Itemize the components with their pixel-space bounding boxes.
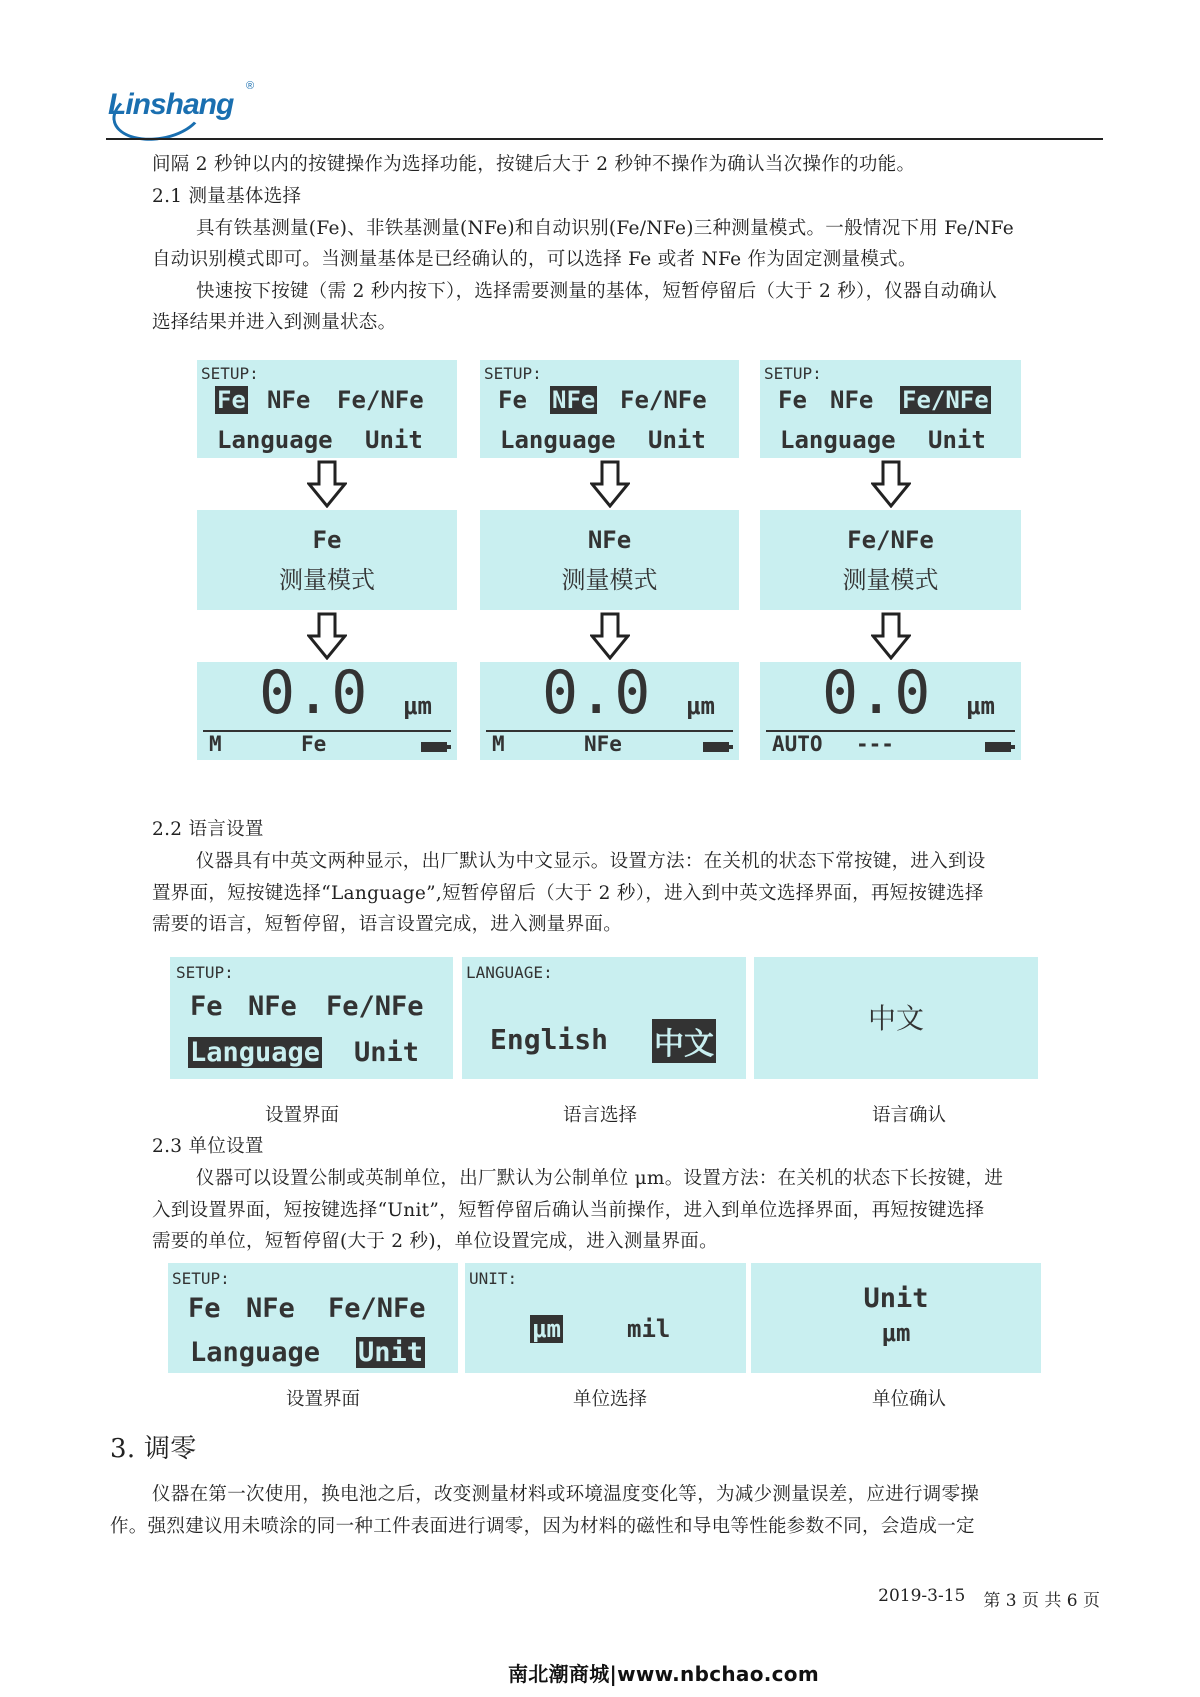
lcd-unit-select [465,1263,746,1373]
lcd-fe: Fe [217,386,246,414]
lcd-fe: Fe [188,1293,221,1324]
lcd-unit-title: Unit [863,1283,929,1314]
lcd-title: SETUP: [764,364,822,383]
lcd-unit: Unit [365,426,423,454]
lcd-title: SETUP: [201,364,259,383]
lcd-measure-1 [480,658,739,760]
lcd-fenfe: Fe/NFe [620,386,707,414]
lcd-language: Language [780,426,896,454]
lcd-reading: 0.0 [259,658,368,728]
lcd-reading: 0.0 [822,658,931,728]
lcd-fenfe: Fe/NFe [337,386,424,414]
lcd-language: Language [217,426,333,454]
lcd-title: LANGUAGE: [466,963,553,982]
lcd-unit: Unit [648,426,706,454]
lcd-mode-1 [480,510,739,610]
figure-caption: 语言确认 [871,1105,947,1126]
lcd-unit-value: μm [881,1319,911,1347]
section-2-1-title: 2.1 测量基体选择 [152,186,302,207]
paragraph-line: 仪器具有中英文两种显示，出厂默认为中文显示。设置方法：在关机的状态下常按键，进入到设 [196,851,986,872]
page-footer [878,1586,1100,1611]
down-arrow-icon [871,612,911,660]
lcd-mode-label: 测量模式 [279,566,375,594]
lcd-fe: Fe [778,386,807,414]
down-arrow-icon [590,460,630,508]
lcd-measure-0 [197,658,457,760]
lcd-fe: Fe [498,386,527,414]
lcd-mode-2 [760,510,1021,610]
lcd-language-confirmed: 中文 [867,1002,924,1035]
lcd-fenfe: Fe/NFe [326,991,424,1022]
paragraph-line: 仪器可以设置公制或英制单位，出厂默认为公制单位 μm。设置方法：在关机的状态下长按键，进 [196,1168,1004,1189]
figure-caption: 单位确认 [871,1389,947,1410]
lcd-nfe: NFe [248,991,297,1022]
battery-icon [703,742,729,752]
lcd-setup-1 [480,360,739,458]
lcd-nfe: NFe [246,1293,295,1324]
lcd-setup-language [170,957,453,1079]
section-3-title: 3. 调零 [110,1434,197,1464]
intro-line: 间隔 2 秒钟以内的按键操作为选择功能，按键后大于 2 秒钟不操作为确认当次操作的功能。 [152,154,916,175]
paragraph-line: 快速按下按键（需 2 秒内按下），选择需要测量的基体，短暂停留后（大于 2 秒），仪器自动确认 [196,281,998,302]
lcd-mode-type: NFe [584,732,622,756]
linshang-logo: Linshang [108,88,234,121]
section-2-2-title: 2.2 语言设置 [152,819,264,840]
paragraph-line: 置界面，短按键选择“Language”,短暂停留后（大于 2 秒），进入到中英文选择界面，再短按键选择 [152,883,984,904]
lcd-language: Language [190,1337,321,1368]
lcd-fe: Fe [190,991,223,1022]
lcd-unit-selected: Unit [358,1337,424,1368]
lcd-measure-2 [760,658,1021,760]
section-2-3-title: 2.3 单位设置 [152,1136,264,1157]
lcd-mode-label: 测量模式 [842,566,939,594]
lcd-reading-unit: μm [686,692,715,720]
lcd-setup-2 [760,360,1021,458]
paragraph-line: 自动识别模式即可。当测量基体是已经确认的，可以选择 Fe 或者 NFe 作为固定测量模式。 [152,249,917,270]
lcd-mode-name: Fe/NFe [847,526,934,554]
down-arrow-icon [590,612,630,660]
lcd-mode-label: 测量模式 [561,566,658,594]
paragraph-line: 需要的语言，短暂停留，语言设置完成，进入测量界面。 [152,914,623,935]
footer-page: 第 3 页 共 6 页 [983,1591,1100,1611]
lcd-chinese-selected: 中文 [652,1019,716,1063]
figure-caption: 设置界面 [264,1105,340,1126]
lcd-mil: mil [627,1315,671,1343]
lcd-mode-flag: M [209,732,222,756]
lcd-title: SETUP: [176,963,234,982]
lcd-language-confirm [754,957,1038,1079]
figure-caption: 单位选择 [572,1389,648,1410]
lcd-language-select [462,957,746,1079]
down-arrow-icon [307,460,347,508]
lcd-english: English [490,1023,609,1056]
lcd-setup-unit [168,1263,458,1373]
paragraph-line: 具有铁基测量(Fe)、非铁基测量(NFe)和自动识别(Fe/NFe)三种测量模式。一般情况下用 Fe/NFe [196,218,1015,239]
lcd-unit: Unit [354,1037,420,1068]
lcd-fenfe: Fe/NFe [902,386,989,414]
lcd-divider [203,730,451,732]
down-arrow-icon [307,612,347,660]
lcd-mode-name: Fe [312,526,342,554]
lcd-nfe: NFe [552,386,596,414]
lcd-nfe: NFe [830,386,874,414]
lcd-reading: 0.0 [542,658,651,728]
lcd-um-selected: μm [532,1315,561,1343]
lcd-mode-name: NFe [587,526,632,554]
lcd-title: SETUP: [172,1269,230,1288]
battery-icon [421,742,447,752]
down-arrow-icon [871,460,911,508]
lcd-unit: Unit [928,426,986,454]
figure-caption: 设置界面 [285,1389,361,1410]
lcd-language: Language [500,426,616,454]
paragraph-line: 选择结果并进入到测量状态。 [152,312,397,333]
registered-mark: ® [246,80,255,92]
lcd-nfe: NFe [267,386,311,414]
paragraph-line: 需要的单位，短暂停留(大于 2 秒)，单位设置完成，进入测量界面。 [152,1231,718,1252]
lcd-fenfe: Fe/NFe [328,1293,426,1324]
lcd-language-selected: Language [190,1037,321,1068]
paragraph-line: 仪器在第一次使用，换电池之后，改变测量材料或环境温度变化等，为减少测量误差，应进行调零操 [152,1484,980,1505]
lcd-mode-flag: AUTO [772,732,823,756]
lcd-reading-unit: μm [403,692,432,720]
lcd-mode-flag: M [492,732,505,756]
header-rule [106,138,1103,140]
watermark: 南北潮商城|www.nbchao.com [508,1662,819,1686]
paragraph-line: 作。强烈建议用未喷涂的同一种工件表面进行调零，因为材料的磁性和导电等性能参数不同，会造成一定 [110,1516,975,1537]
lcd-reading-unit: μm [966,692,995,720]
lcd-mode-0 [197,510,457,610]
figure-caption: 语言选择 [562,1105,638,1126]
lcd-mode-type: --- [856,732,894,756]
lcd-unit-confirm [751,1263,1041,1373]
lcd-mode-type: Fe [301,732,327,756]
battery-icon [985,742,1011,752]
footer-date: 2019-3-15 [878,1586,966,1606]
lcd-title: SETUP: [484,364,542,383]
lcd-title: UNIT: [469,1269,518,1288]
lcd-setup-0 [197,360,457,458]
paragraph-line: 入到设置界面，短按键选择“Unit”，短暂停留后确认当前操作，进入到单位选择界面，再短按键选择 [152,1200,985,1221]
